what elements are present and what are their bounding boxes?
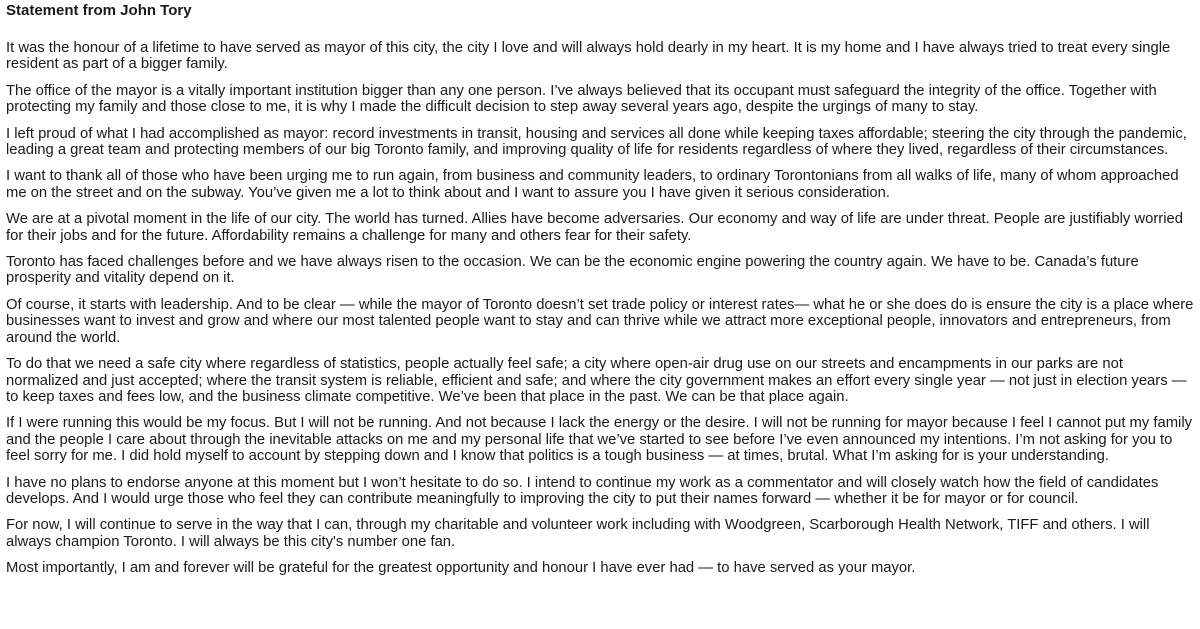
document-title: Statement from John Tory: [6, 2, 192, 19]
paragraph: Most importantly, I am and forever will be grateful for the greatest opportunity and honour I have ever had — to have served as your mayor.: [6, 560, 916, 577]
paragraph: We are at a pivotal moment in the life of our city. The world has turned. Allies have become adversaries. Our economy and way of life are under threat. People are justifiably worried for their jobs and for the future. Affordability remains a challenge for many and others fear for their safety.: [6, 211, 1183, 244]
paragraph: I left proud of what I had accomplished as mayor: record investments in transit, housing and services all done while keeping taxes affordable; steering the city through the pandemic, leading a great team and protecting members of our big Toronto family, and improving quality of life for residents regardless of where they lived, regardless of their circumstances.: [6, 125, 1187, 159]
paragraph: To do that we need a safe city where regardless of statistics, people actually feel safe; a city where open-air drug use on our streets and encampments in our parks are not normalized and just accepted; where the transit system is reliable, efficient and safe; and where the city government makes an effort every single year — not just in election years — to keep taxes and fees low, and the business climate competitive. We’ve been that place in the past. We can be that place again.: [6, 356, 1187, 405]
paragraph: I have no plans to endorse anyone at this moment but I won’t hesitate to do so. I intend to continue my work as a commentator and will closely watch how the field of candidates develops. And I would urge those who feel they can contribute meaningfully to improving the city to put their names forward — whether it be for mayor or for council.: [6, 474, 1159, 507]
paragraph: Toronto has faced challenges before and we have always risen to the occasion. We can be the economic engine powering the country again. We have to be. Canada’s future prosperity and vitality depend on it.: [6, 254, 1139, 287]
paragraph: Of course, it starts with leadership. And to be clear — while the mayor of Toronto doesn’t set trade policy or interest rates— what he or she does do is ensure the city is a place where businesses want to invest and grow and where our most talented people want to stay and can thrive while we attract more exceptional people, innovators and entrepreneurs, from around the world.: [6, 296, 1194, 346]
paragraph: If I were running this would be my focus. But I will not be running. And not because I lack the energy or the desire. I will not be running for mayor because I feel I cannot put my family and the people I care about through the inevitable attacks on me and my personal life that we’ve started to see before I’ve even announced my intentions. I’m not asking for you to feel sorry for me. I did hold myself to account by stepping down and I know that politics is a tough business — at times, brutal. What I’m asking for is your understanding.: [6, 415, 1193, 465]
paragraph: It was the honour of a lifetime to have served as mayor of this city, the city I love and will always hold dearly in my heart. It is my home and I have always tried to treat every single resident as part of a bigger family.: [6, 40, 1171, 73]
paragraph: I want to thank all of those who have been urging me to run again, from business and community leaders, to ordinary Torontonians from all walks of life, many of whom approached me on the street and on the subway. You’ve given me a lot to think about and I want to assure you I have given it serious consideration.: [6, 168, 1179, 201]
paragraph: For now, I will continue to serve in the way that I can, through my charitable and volunteer work including with Woodgreen, Scarborough Health Network, TIFF and others. I will always champion Toronto. I will always be this city's number one fan.: [6, 517, 1150, 550]
paragraph: The office of the mayor is a vitally important institution bigger than any one person. I’ve always believed that its occupant must safeguard the integrity of the office. Together with protecting my family and those close to me, it is why I made the difficult decision to step away several years ago, despite the urgings of many to stay.: [6, 82, 1157, 116]
